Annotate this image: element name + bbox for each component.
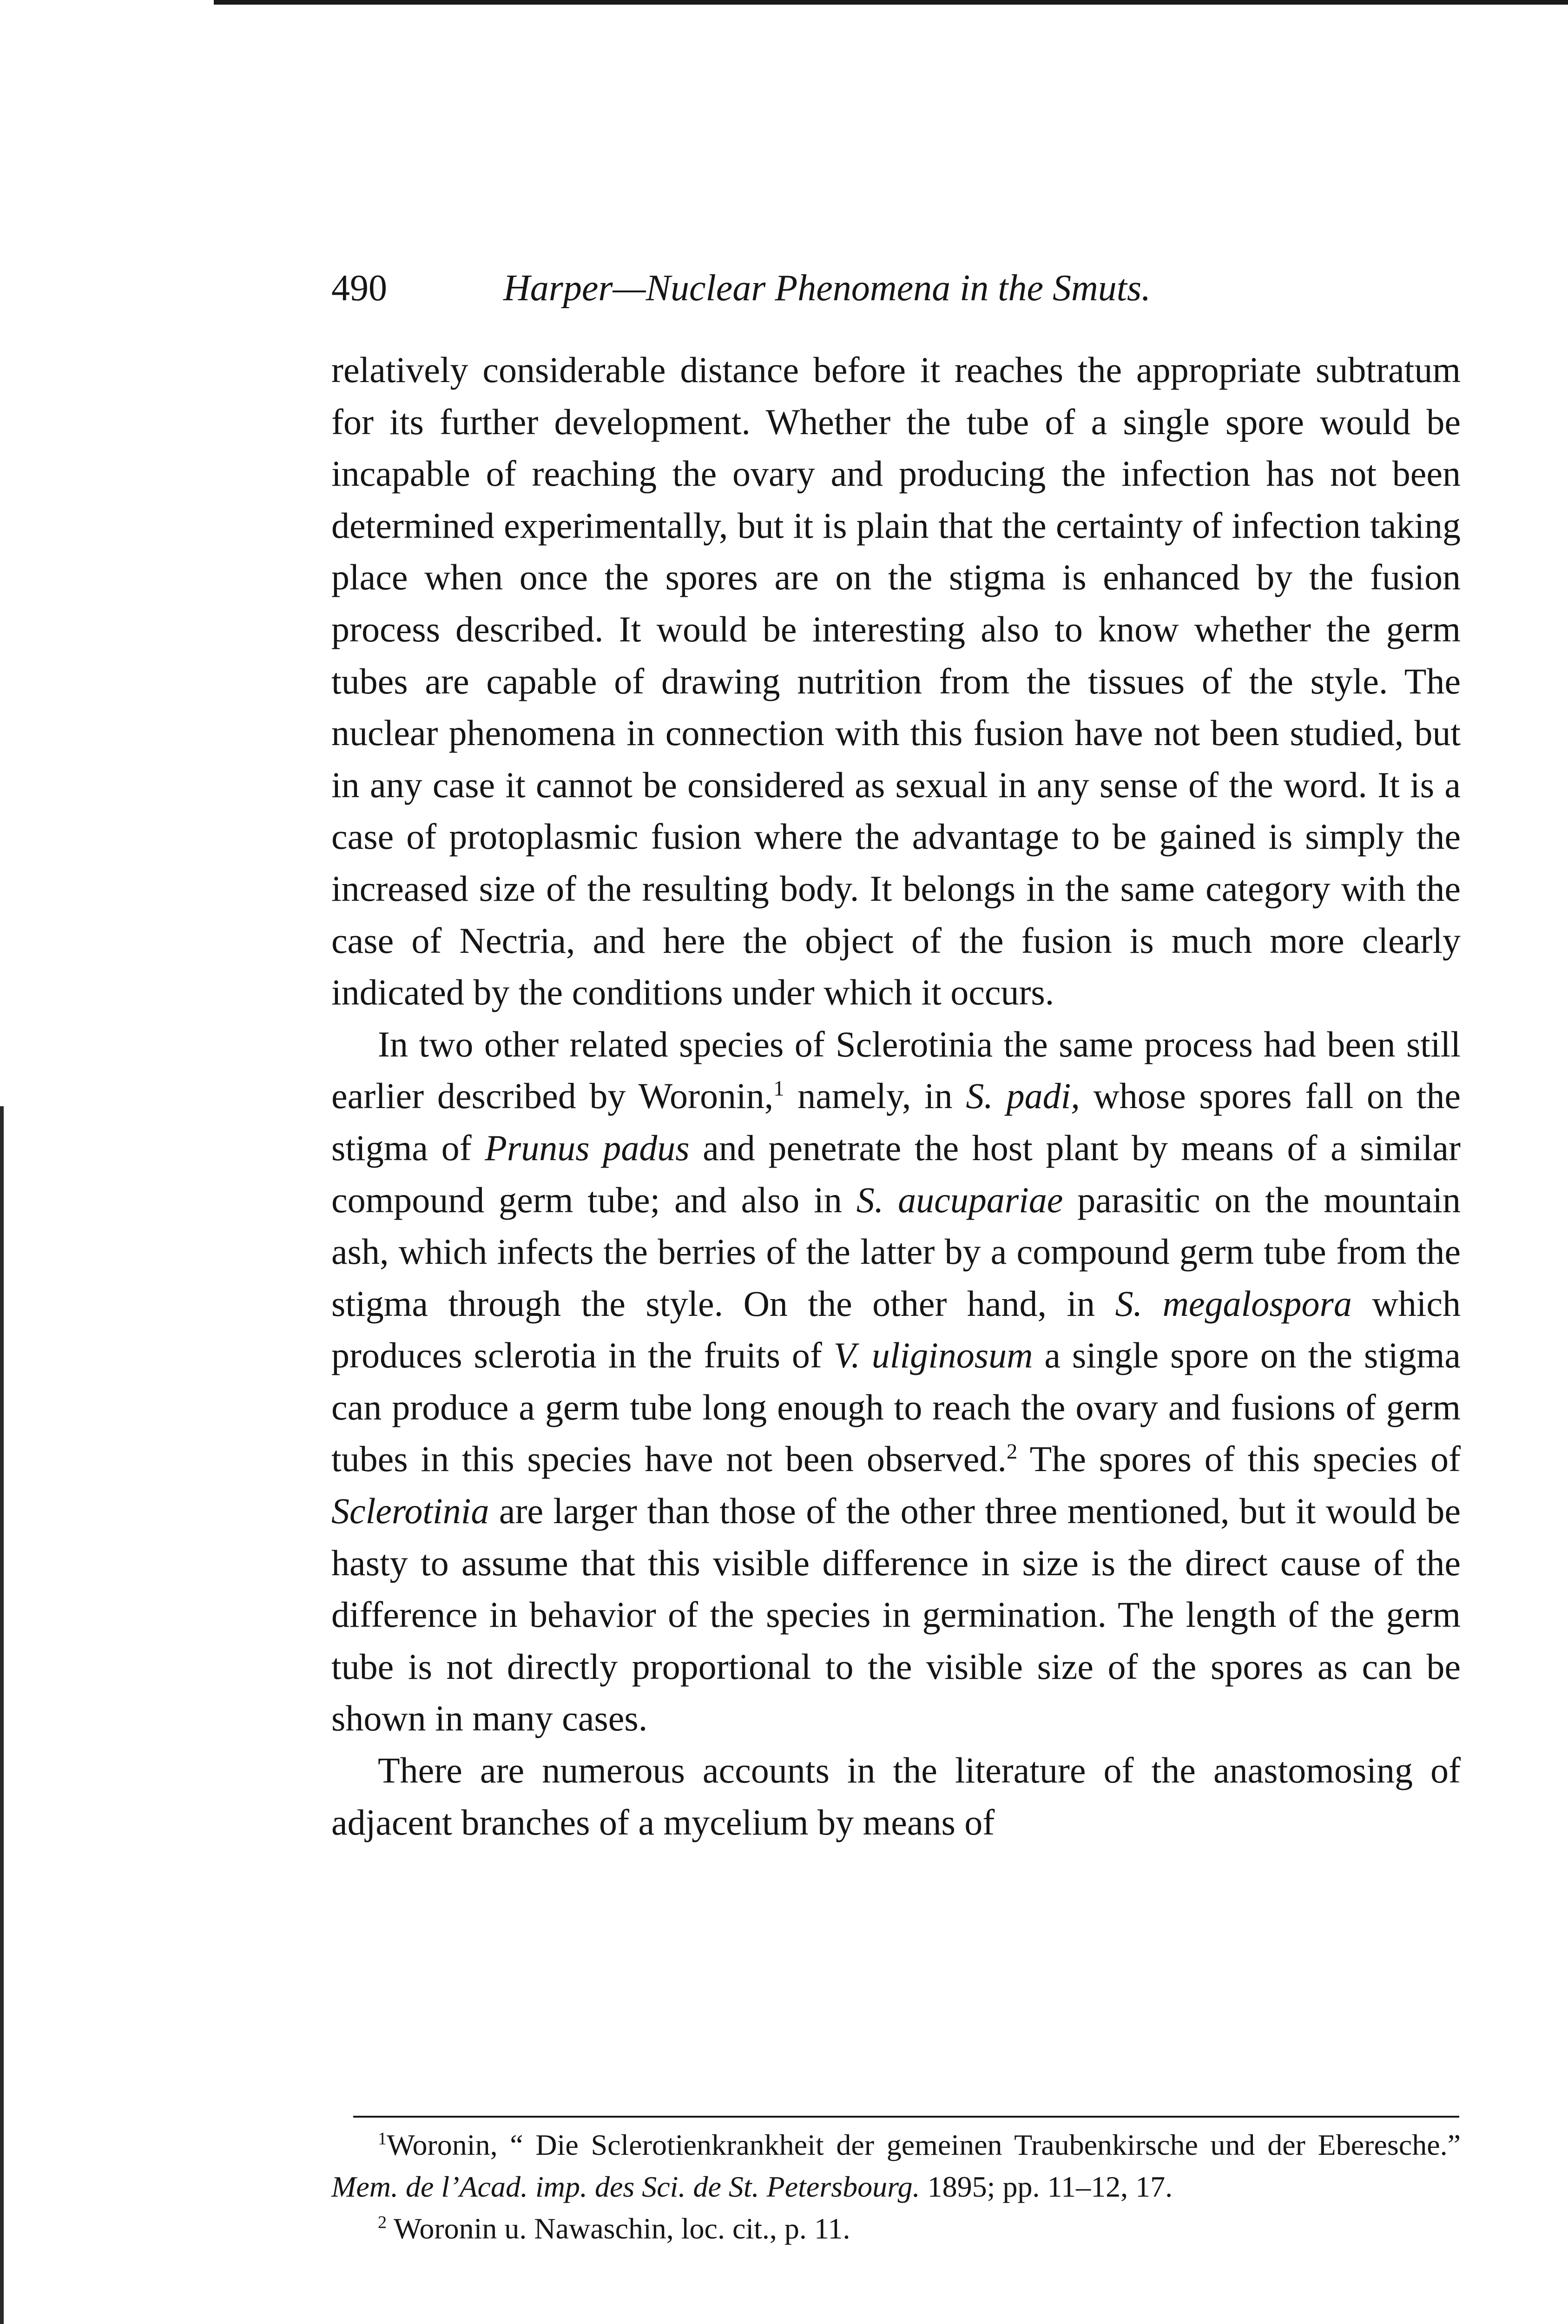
footnote <box>331 2208 1461 2250</box>
italic-text: V. uliginosum <box>833 1335 1033 1376</box>
paragraph <box>331 1018 1461 1744</box>
text-run: namely, in <box>784 1076 966 1116</box>
footnote-marker: 2 <box>378 2212 387 2232</box>
paragraph <box>331 1744 1461 1848</box>
scan-edge-shadow <box>0 1106 4 2324</box>
text-run: parasitic on the mountain ash, which infects the berries of the latter by a compound germ tube from the stigma through the style. On the other hand, in <box>331 1179 1461 1324</box>
italic-text: S. aucupariae <box>856 1179 1063 1220</box>
text-run: relatively considerable distance before it reaches the appropriate subtratum for its further development. Whether the tube of a single spore would be incapable of reaching the ovary and producing the infection has not been determined experimentally, but it is plain that the certainty of infection taking place when once the spores are on the stigma is enhanced by the fusion process described. It would be interesting also to know whether the germ tubes are capable of drawing nutrition from the tissues of the style. The nuclear phenomena in connection with this fusion have not been studied, but in any case it cannot be considered as sexual in any sense of the word. It is a case of protoplasmic fusion where the advantage to be gained is simply the increased size of the resulting body. It belongs in the same category with the case of Nectria, and here the object of the fusion is much more clearly indicated by the conditions under which it occurs. <box>331 350 1461 1013</box>
italic-text: Prunus padus <box>485 1127 690 1168</box>
text-run: In two other related species of Sclerotinia the same process had been still earlier described by Woronin, <box>331 1023 1461 1116</box>
text-run: Woronin, “ Die Sclerotienkrankheit der gemeinen Traubenkirsche und der Eberesche.” <box>387 2128 1461 2161</box>
footnote-separator <box>353 2116 1459 2118</box>
footnote-marker: 2 <box>1006 1439 1018 1464</box>
text-run: 1895; pp. 11–12, 17. <box>920 2170 1173 2203</box>
page-number: 490 <box>331 268 387 309</box>
page-header <box>331 258 1461 318</box>
body-text <box>331 344 1461 1848</box>
text-run: The spores of this species of <box>1017 1439 1461 1479</box>
running-head: Harper—Nuclear Phenomena in the Smuts. <box>503 268 1151 309</box>
italic-text: S. megalospora <box>1115 1283 1352 1324</box>
footnote-marker: 1 <box>378 2129 387 2149</box>
text-run: Woronin u. Nawaschin, loc. cit., p. 11. <box>387 2212 850 2245</box>
text-run: which produces sclerotia in the fruits of <box>331 1283 1461 1376</box>
text-run: There are numerous accounts in the literature of the anastomosing of adjacent branches of a mycelium by means of <box>331 1750 1461 1842</box>
top-edge-rule <box>214 0 1568 5</box>
text-run: whose spores fall on the stigma of <box>331 1076 1461 1168</box>
footnote-marker: 1 <box>773 1076 784 1101</box>
text-run: a single spore on the stigma can produce a germ tube long enough to reach the ovary and fusions of germ tubes in this species have not been observed. <box>331 1335 1461 1479</box>
italic-text: S. padi, <box>966 1076 1080 1116</box>
text-run: are larger than those of the other three mentioned, but it would be hasty to assume that this visible difference in size is the direct cause of the difference in behavior of the species in germination. The length of the germ tube is not directly proportional to the visible size of the spores as can be shown in many cases. <box>331 1491 1461 1739</box>
text-run: and penetrate the host plant by means of a similar compound germ tube; and also in <box>331 1127 1461 1220</box>
italic-text: Mem. de l’Acad. imp. des Sci. de St. Petersbourg. <box>331 2170 920 2203</box>
footnote <box>331 2124 1461 2208</box>
italic-text: Sclerotinia <box>331 1491 489 1532</box>
paragraph <box>331 344 1461 1018</box>
footnotes <box>331 2124 1461 2250</box>
